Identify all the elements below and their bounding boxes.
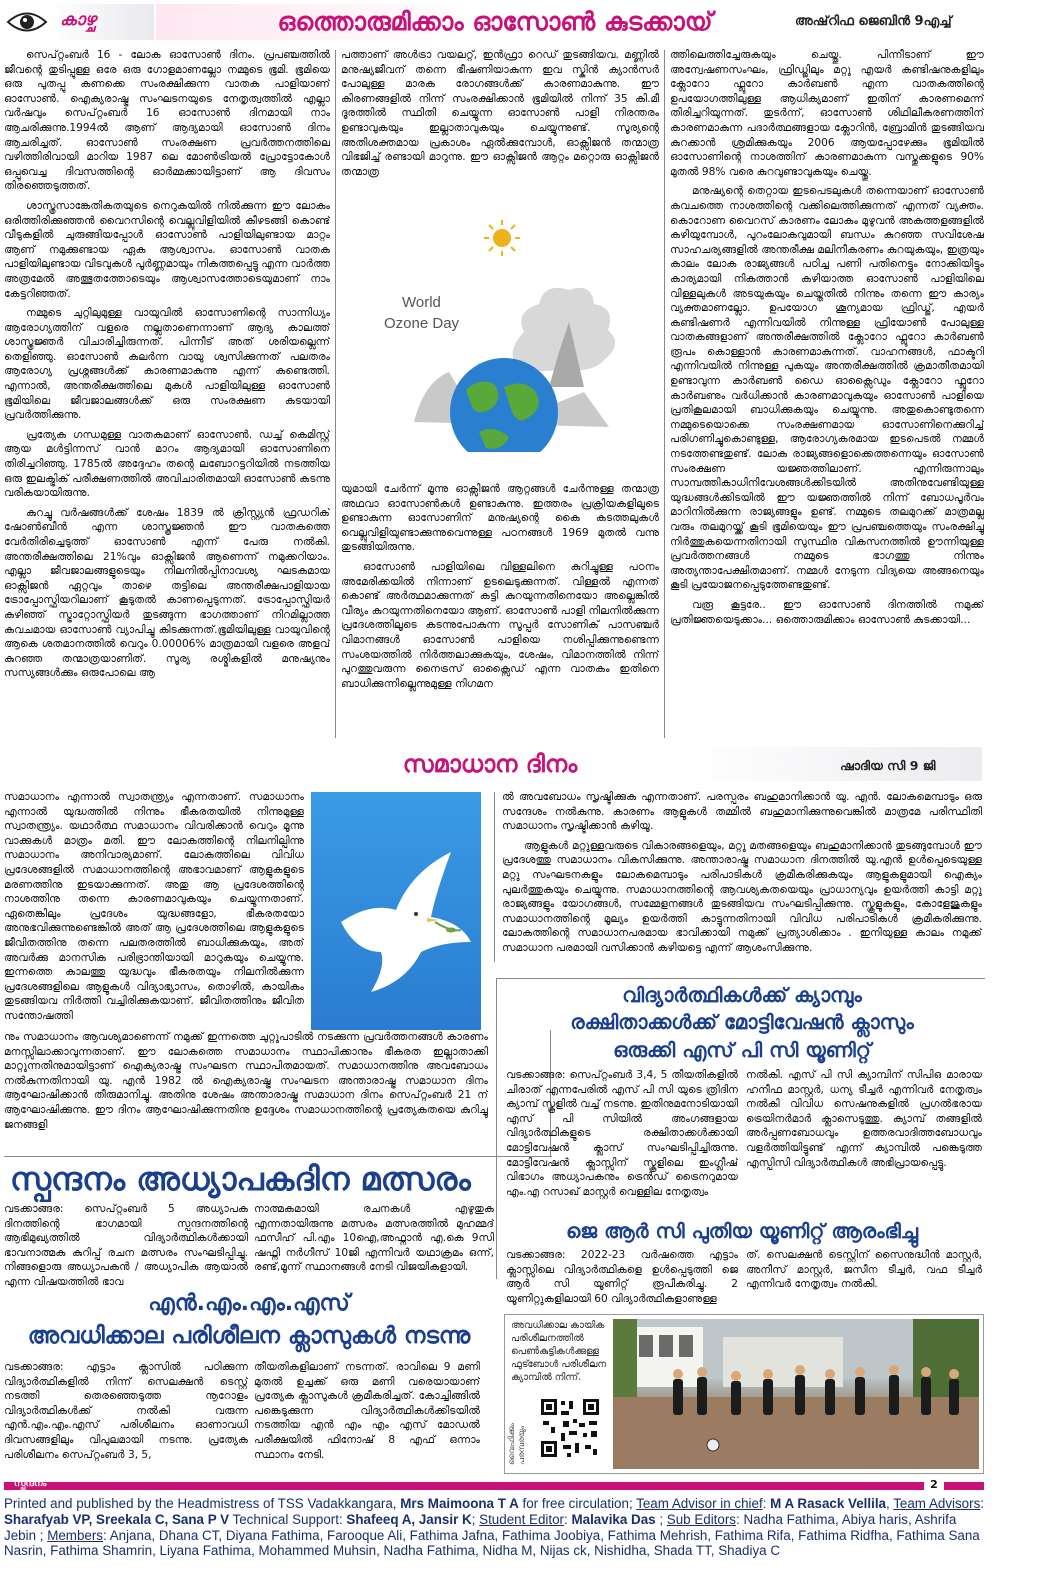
nmms-para: തീയതികളിലാണ് നടന്നത്. രാവിലെ 9 മണി മുതൽ ഉച്ചക്ക് ഒരു മണി വരെയായാണ് പ്രത്യേക ക്ലാസുകൾ ക്രമീകരിച്ചത്. കോച്ചിങ്ങിൽ പങ്കെടുക്കുന്ന വിദ്യാർത്ഥികൾക്കിടയിൽ നടത്തിയ എൻ എം എം എസ് മോഡൽ പരീക്ഷയിൽ ഫിനോഷ് 8 എഫ് ഒന്നാം സ്ഥാനം നേടി. xyxy=(254,1361,480,1461)
spandanam-para: വടക്കാങ്ങര: സെപ്റ്റംബർ 5 അധ്യാപക ദിനത്തിന്റെ ഭാഗമായി സ്പന്ദനത്തിന്റെ ആഭിമുഖ്യത്തിൽ വിദ്യാർത്ഥികൾക്കായി ഭാവനാത്മക കുറിപ്പ് രചന മത്സരം സംഘടിപ്പിച്ചു. നിങ്ങളൊരു അധ്യാപകൻ / അധ്യാപിക ആയാൽ എന്ന വിഷയത്തിൽ ഭാവ xyxy=(4,1203,248,1288)
spc-para: വടക്കാങ്ങര: സെപ്റ്റംബർ 3,4, 5 തീയതികളിൽ ചിരാത് എന്നപേരിൽ എസ് പി സി യുടെ ത്രിദിന ക്യാമ്പ് സ്കൂളിൽ വച്ച് നടന്നു. ഇതിനുമനോടിയായി എസ് പി സിയിൽ അംഗങ്ങളായ വിദ്യാർത്ഥികളുടെ രക്ഷിതാക്കൾക്കായി മോട്ടിവേഷൻ ക്ലാസ് സംഘടിപ്പിച്ചിരുന്നു. മോട്ടിവേഷൻ ക്ലാസ്സിന് സ്കൂളിലെ ഇംഗ്ലീഷ് വിഭാഗം അധ്യാപകനും ട്രെൻഡ് ട്രൈനറുമായ എം.എ റസാഖ് മാസ്റ്റർ വെള്ളില നേതൃത്വം xyxy=(506,1069,738,1198)
page-title: ഒത്തൊരുമിക്കാം ഓസോൺ കുടക്കായ് xyxy=(277,7,713,36)
credit-segment: M A Rasack Vellila xyxy=(770,1496,887,1511)
spc-para: നൽകി. എസ് പി സി ക്യാമ്പിന് സിപിഒ മാരായ ഹനീഫ മാസ്റ്റർ, ധന്യ ടീച്ചർ എന്നിവർ നേതൃത്വം നൽകി വിവിധ സെഷനുകളിൽ പ്രഗൽഭരായ ട്രെയിനർമാർ ക്ലാസെടുത്തു. ക്യാമ്പ് തങ്ങളിൽ അർപ്പണബോധവും ഉത്തരവാദിത്തബോധവും വളർത്തിയിട്ടുണ്ട് എന്ന് ക്യാമ്പിൽ പങ്കെടുത്ത എസ്പിസി വിദ്യാർത്ഥികൾ അഭിപ്രായപ്പെട്ടു. xyxy=(746,1069,982,1169)
photo-caption: അവധിക്കാല കായിക പരിശീലനത്തിൽ പെൺകുട്ടികൾക്കുള്ള ഫുട്ബോൾ പരിശീലന ക്യാമ്പിൽ നിന്ന്. xyxy=(511,1320,607,1383)
credit-segment: Shafeeq A, Jansir K xyxy=(346,1511,472,1527)
column-divider xyxy=(664,50,665,738)
credit-segment: Members xyxy=(47,1527,103,1543)
peace-para: ആളുകൾ മറ്റുള്ളവരുടെ വികാരങ്ങളെയും, മറ്റു മതങ്ങളെയും ബഹുമാനിക്കാൻ തുടങ്ങുമ്പോൾ ഈ പ്രദേശത്തു സമാധാനം വികസിക്കുന്നു. അന്താരാഷ്ട്ര സമാധാന ദിനത്തിൽ യു.എൻ ഉൾപ്പെടെയുള്ള മറ്റു സംഘടനകളും ലോകമെമ്പാടും പരിപാടികൾ ക്രമീകരിക്കുകയും ആളുകളുമായി ഐക്യം പുലർത്തുകയും ചെയ്യുന്നു. സമാധാനത്തിന്റെ ആവശ്യകതയെയും പ്രാധാന്യവും ഉയർത്തി കാട്ടി മറ്റു രാജ്യങ്ങളും യോഗങ്ങൾ, സമ്മേളനങ്ങൾ തുടങ്ങിയവ സംഘടിപ്പിക്കുന്നു. സ്കൂളുകളും, കോളേജുകളും സമാധാനത്തിന്റെ മൂല്യം ഉയർത്തി കാട്ടുന്നതിനായി വിവിധ പരിപാടികൾ ക്രമീകരിക്കുന്നു. ലോകത്തിന്റെ സമാധാനപരമായ ഭാവിക്കായി നമുക്ക് പ്രത്യാശിക്കാം . ഇനിയുള്ള കാലം നമുക്ക് സമാധാന പരമായി വസിക്കാൻ കഴിയട്ടെ എന്ന് ആശംസിക്കുന്നു. xyxy=(502,839,982,954)
ozone-para: ത്തിലെത്തിച്ചേരുകയും ചെയ്തു. പിന്നീടാണ് ഈ അന്വേഷണസംഘം, ഫ്രിഡ്ജിലും മറ്റു എയർ കണ്ടിഷനുകളിലും ക്ലോറോ ഫ്ലൂറോ കാർബൺ എന്ന വാതകത്തിന്റെ ഉപയോഗത്തിലുള്ള ആധിക്യമാണ് ഇതിന് കാരണമെന്ന് തിരിച്ചറിയുന്നത്. തുടർന്ന്, ഓസോൺ ശിഥിലീകരണത്തിന് കാരണമാകുന്ന പദാർത്ഥങ്ങളായ ക്ലോറിൻ, ബ്രോമിൻ തുടങ്ങിയവ കുറക്കാൻ ശ്രമിക്കുകയും 2006 ആയപ്പോഴേക്കും ഭൂമിയിൽ ഓസോണിന്റെ നാശത്തിന് കാരണമാകുന്ന വസ്തുക്കളുടെ 90% മുതൽ 98% വരെ കുറവുണ്ടാവുകയും ചെയ്തു. xyxy=(670,49,984,178)
credit-segment: Sharafyab VP, Sreekala C, Sana P V xyxy=(4,1511,230,1527)
ozone-para: ഓസോൺ പാളിയിലെ വിള്ളലിനെ കുറിച്ചുള്ള പഠനം അമേരിക്കയിൽ നിന്നാണ് ഉടലെടുക്കുന്നത്. വിള്ളൽ എന്നത് കൊണ്ട് അർത്ഥമാക്കുന്നത് കട്ടി കുറയുന്നതിനെയോ അല്ലെങ്കിൽ വീര്യം കുറയുന്നതിനെയോ ആണ്. ഓസോൺ പാളി നിലനിൽക്കുന്ന പ്രദേശത്തിലൂടെ കടന്നുപോകുന്ന സൂപ്പർ സോണിക് പാസഞ്ചർ വിമാനങ്ങൾ ഓസോൺ പാളിയെ നശിപ്പിക്കുന്നുണ്ടെന്ന സംശയത്തിൽ നിർത്തലാക്കുകയും, ശേഷം, വിമാനത്തിൽ നിന്ന് പുറത്തുവരുന്ന നൈട്രസ് ഓക്സൈഡ് എന്ന വാതകം ഇതിനെ ബാധിക്കുന്നില്ലെന്നുമുള്ള നിഗമന xyxy=(341,560,659,690)
peace-para: ൽ അവബോധം സൃഷ്ടിക്കുക എന്നതാണ്. പരസ്പരം ബഹുമാനിക്കാൻ യു. എൻ. ലോകമെമ്പാടും ഒരു സന്ദേശം നൽകുന്നു. കാരണം ആളുകൾ തമ്മിൽ ബഹുമാനിക്കുന്നുവെങ്കിൽ മാത്രമേ പരിസ്ഥിതി സമാധാനം സൃഷ്ടിക്കാൻ കഴിയൂ. xyxy=(502,791,982,833)
ozone-para: യുമായി ചേർന്ന് മൂന്നു ഓക്സിജൻ ആറ്റങ്ങൾ ചേർന്നുള്ള തന്മാത്ര അഥവാ ഓസോൺകൾ ഉണ്ടാകുന്നു. ഇത്തരം പ്രക്രിയകളിലൂടെ ഉണ്ടാകുന്ന ഓസോണിന് മനുഷ്യന്റെ കൈ കടത്തലുകൾ വെല്ലുവിളിയുണ്ടാക്കുന്നുവെന്നുള്ള പഠനങ്ങൾ 1969 മുതൽ വന്നു തുടങ്ങിയിരുന്നു. xyxy=(341,483,659,554)
credit-segment: Malavika Das xyxy=(571,1511,656,1527)
football-camp-photo xyxy=(613,1319,979,1469)
credit-segment: ; xyxy=(471,1511,480,1527)
ozone-para: പത്താണ് അൾട്രാ വയലറ്റ്, ഇൻഫ്രാ റെഡ് തുടങ്ങിയവ. മണ്ണിൽ മനുഷ്യജീവന് തന്നെ ഭീഷണിയാകുന്ന ഇവ സ്കിൻ ക്യാൻസർ പോലുള്ള മാരക രോഗങ്ങൾക്ക് കാരണമാകുന്നു. ഈ കിരണങ്ങളിൽ നിന്ന് സംരക്ഷിക്കാൻ ഭൂമിയിൽ നിന്ന് 35 കി.മീ ദൂരത്തിൽ സ്ഥിതി ചെയ്യുന്ന ഓസോൺ പാളി നിരന്തരം ഉണ്ടാവുകയും ഇല്ലാതാവുകയും ചെയ്യുന്നുണ്ട്. സൂര്യന്റെ അതിശക്തമായ പ്രകാശം ഏൽക്കുമ്പോൾ, ഓക്സിജൻ തന്മാത്ര വിഭജിച്ച് രണ്ടായി മാറുന്നു. ഈ ഓക്സിജൻ ആറ്റം മറ്റൊരു ഓക്സിജൻ തന്മാത്ര xyxy=(341,49,659,178)
spc-title-line-1: വിദ്യാർത്ഥികൾക്ക് ക്യാമ്പും xyxy=(622,983,862,1007)
peace-para: നും സമാധാനം ആവശ്യമാണെന്ന് നമുക്ക് ഇന്നത്തെ ചുറ്റുപാടിൽ നടക്കുന്ന പ്രവർത്തനങ്ങൾ കാരണം മനസ്സിലാക്കാവുന്നതാണ്. ഈ ലോകത്തെ സമാധാനം സ്ഥാപിക്കാനും ഭീകരത ഇല്ലാതാക്കി മാറ്റുന്നതിനുമായിട്ടാണ് ഐക്യരാഷ്ട്ര സംഘടന സ്ഥാപിതമായത്. സമാധാനത്തിനു അവബോധം നൽകുന്നതിനായി യു. എൻ 1982 ൽ ഐക്യരാഷ്ട്ര സംഘടന അന്താരാഷ്ട്ര സമാധാന ദിനം ആഘോഷിക്കാൻ തീരുമാനിച്ചു. അതിനു ശേഷം അന്താരാഷ്ട്ര സമാധാന ദിനം സെപ്റ്റംബർ 21 ന് ആഘോഷിക്കുന്നു. ഈ ദിനം ആഘോഷിക്കുന്നതിനു ഉദ്ദേശം സമാധാനത്തിന്റെ പ്രത്യേകതയെ കുറിച്ചു ജനങ്ങളി xyxy=(4,1031,488,1131)
jrc-para: വടക്കാങ്ങര: 2022-23 വർഷത്തെ എട്ടാം ക്ലാസ്സിലെ വിദ്യാർത്ഥികളെ ഉൾപ്പെടുത്തി ജെ ആർ സി യൂണിറ്റ് രൂപീകരിച്ചു. 2 യൂണിറ്റുകളിലായി 60 വിദ്യാർത്ഥികളാണുള്ള xyxy=(506,1249,738,1305)
footer-pink-band xyxy=(4,1482,984,1490)
ozone-col-2-bottom xyxy=(341,482,659,740)
page-number: 2 xyxy=(924,1478,944,1491)
ozone-para: പ്രത്യേക ഗന്ധമുള്ള വാതകമാണ് ഓസോൺ. ഡച്ച് കെമിസ്റ്റ് ആയ മൾട്ടിന്നസ് വാൻ മാറം ആദ്യമായി ഓസോണിനെ തിരിച്ചറിഞ്ഞു. 1785ൽ അദ്ദേഹം തന്റെ ലബോറട്ടറിയിൽ നടത്തിയ ഒരു ഇലക്ട്രിക് പരീക്ഷണത്തിൽ അവിചാരിതമായി ഓസോൺ കടന്നു വരികയായിരുന്നു. xyxy=(4,428,330,500)
ozone-para: നമ്മുടെ ചുറ്റിലുമുള്ള വായുവിൽ ഓസോണിന്റെ സാന്നിധ്യം ആരോഗ്യത്തിന് വളരെ നല്ലതാണെന്നാണ് ആദ്യ കാലത്ത് ശാസ്ത്രജ്ഞർ വിചാരിച്ചിരുന്നത്. പിന്നീട് അത് ശരിയല്ലെന്ന് തെളിഞ്ഞു. ഓസോൺ കലർന്ന വായു ശ്വസിക്കുന്നത് പലതരം ആരോഗ്യ പ്രശ്നങ്ങൾക്ക് കാരണമാകുന്നു എന്ന് കണ്ടെത്തി. എന്നാൽ, അന്തരീക്ഷത്തിലെ മുകൾ പാളിയിലുള്ള ഓസോൺ ഭൂമിയിലെ ജീവജാലങ്ങൾക്ക് ഒരു സംരക്ഷണ കുടയായി പ്രവർത്തിക്കുന്നു. xyxy=(4,307,330,422)
byline: അഷ്‌റിഫ ജെബിൻ 9എച്ച് xyxy=(795,14,952,29)
ozone-day-image xyxy=(354,212,644,452)
masthead xyxy=(0,0,1050,44)
ozone-col-1 xyxy=(4,48,330,740)
credit-segment: ; xyxy=(655,1511,667,1527)
credit-segment: : xyxy=(762,1496,771,1511)
peace-para: സമാധാനം എന്നാൽ സ്വാതന്ത്ര്യം എന്നതാണ്. സമാധാനം എന്നാൽ യുദ്ധത്തിൽ നിന്നും ഭീകരതയിൽ നിന്നുമുള്ള സ്വാതന്ത്ര്യം. യഥാർത്ഥ സമാധാനം വിവരിക്കാൻ വെറും മൂന്നു വാക്കുകൾ മാത്രം മതി. ഈ ലോകത്തിന്റെ നിലനില്പിന്നു സമാധാനം അനിവാര്യമാണ്. ലോകത്തിലെ വിവിധ പ്രദേശങ്ങളിൽ സമാധാനത്തിന്റെ അഭാവമാണ് ആളുകളുടെ മരണത്തിനു ഇടയാക്കുന്നത്. അതു ആ പ്രദേശത്തിന്റെ നാശത്തിനു തന്നെ കാരണമാവുകയും ചെയ്യുന്നതാണ്. ഏതെങ്കിലും പ്രദേശം യുദ്ധങ്ങളോ, ഭീകരതയോ അനുഭവിക്കുന്നുണ്ടെങ്കിൽ അത് ആ പ്രദേശത്തിലെ ആളുകളുടെ ജീവിതത്തിനു തന്നെ പലതരത്തിൽ ബാധിക്കുകയും, അത് അവർക്കു മാനസിക പരിഭ്രാന്തിയായി മാറുകയും ചെയ്യുന്നു. ഇന്നത്തെ കാലത്തു യുദ്ധവും ഭീകരതയും നിലനിൽക്കുന്ന പ്രദേശങ്ങളിലെ ആളുകൾ വിദ്യാഭ്യാസം, തൊഴിൽ, കായികം തുടങ്ങിയവ നിർത്തി വച്ചിരിക്കുകയാണ്. ജീവിതത്തിനും ജീവിത സന്തോഷത്തി xyxy=(4,791,304,1022)
spandanam-title: സ്പന്ദനം അധ്യാപകദിന മത്സരം xyxy=(10,1160,471,1198)
peace-col-2 xyxy=(502,790,982,970)
spc-title-line-3: ഒരുക്കി എസ് പി സി യൂണിറ്റ് xyxy=(613,1038,871,1062)
peace-byline: ഷാദിയ സി 9 ജി xyxy=(840,758,936,773)
spc-col-1 xyxy=(506,1068,738,1218)
qr-code xyxy=(539,1397,601,1459)
logo-text: കാഴ്ച xyxy=(60,10,96,30)
football-icon xyxy=(707,1439,719,1451)
nmms-title-line-1: എൻ.എം.എം.എസ് xyxy=(148,1291,350,1316)
ozone-image-title: World xyxy=(402,294,441,311)
credit-segment: for free circulation; xyxy=(518,1496,637,1511)
ozone-globe-illustration xyxy=(354,212,644,452)
credit-segment: : Anjana, Dhana CT, Diyana Fathima, Farooque Ali, Fathima Jafna, Fathima Joobiya, Fathima Mehrish, Fathima Rifa, Fathima Ridfha, Fathima Sana Nasrin, Fathima Shamrin, Liyana Fathima, Mohammed Muhsin, Nadha Fathima, Nidha M, Nijas ck, Nishidha, Shada TT, Shadiya C xyxy=(4,1527,980,1559)
sun-icon xyxy=(493,229,511,247)
ozone-para: ശാസ്ത്രസാങ്കേതികതയുടെ നെറുകയിൽ നിൽക്കുന്ന ഈ ലോകം ഒരിത്തിരിക്കുഞ്ഞൻ വൈറസിന്റെ വെല്ലുവിളിയിൽ കീഴടങ്ങി കൊണ്ട് വീടുകളിൽ ചുരുങ്ങിയപ്പോൾ ഓസോൺ പാളിയിലുണ്ടായ മാറ്റം ആണ് നമുക്കുണ്ടായ ഏക ആശ്വാസം. ഓസോൺ വാതക പാളിയിലുണ്ടായ വിടവുകൾ പൂർണ്ണമായും നികത്തപ്പെട്ടു എന്ന വാർത്ത അത്രമേൽ അത്ഭുതത്തോടെയും ആശ്വാസത്തോടെയുമാണ് നാം കേട്ടറിഞ്ഞത്. xyxy=(4,199,330,300)
ozone-para: വരൂ കൂട്ടരേ.. ഈ ഓസോൺ ദിനത്തിൽ നമുക്ക് പ്രതിജ്ഞയെടുക്കാം... ഒത്തൊരുമിക്കാം ഓസോൺ കുടക്കായി... xyxy=(670,598,984,626)
credit-segment: , xyxy=(886,1496,894,1511)
dove-icon xyxy=(311,792,481,1030)
credit-segment: : xyxy=(564,1511,572,1527)
jrc-para: ത്. സെലക്ഷൻ ടെസ്റ്റിന് സൈനുദ്ധീൻ മാസ്റ്റർ, അനീസ് മാസ്റ്റർ, ജസീന ടീച്ചർ, വഫ ടീച്ചർ എന്നിവർ നേതൃത്വം നൽകി. xyxy=(746,1249,982,1291)
spandanam-col-2 xyxy=(254,1202,494,1292)
credit-segment: Technical Support: xyxy=(229,1511,347,1527)
photo-box xyxy=(504,1314,984,1474)
footer-brand: സ്പന്ദനം xyxy=(14,1479,47,1489)
credit-segment: Team Advisors xyxy=(893,1496,981,1511)
ozone-para: മനുഷ്യന്റെ തെറ്റായ ഇടപെടലുകൾ തന്നെയാണ് ഓസോൺ കവചത്തെ നാശത്തിന്റെ വക്കിലെത്തിക്കുന്നത് എന്നത് വ്യക്തം. കൊറോണ വൈറസ് കാരണം ലോകം മുഴുവൻ അകത്തളങ്ങളിൽ കഴിയുമ്പോൾ, പുറംലോകവുമായി ബന്ധം കുറഞ്ഞ സവിശേഷ സാഹചര്യങ്ങളിൽ അന്തരീക്ഷ മലിനീകരണം കുറയുകയും, ഇത്രയും കാലം ലോക രാജ്യങ്ങൾ പഠിച്ച പണി പതിനെട്ടും നോക്കിയിട്ടും കാര്യമായി നികത്താൻ കഴിയാത്ത ഓസോൺ പാളിയിലെ വിള്ളലുകൾ അടയുകയും ചെയ്തതിൽ നിന്നും തന്നെ ഈ കാര്യം വ്യക്തമാണല്ലോ. ഉപയോഗ ശൂന്യമായ ഫ്രിഡ്ജ്, എയർ കണ്ടിഷണർ എന്നിവയിൽ നിന്നുള്ള ഫ്രിയോൺ പോലുള്ള വാതകങ്ങളാണ് അന്തരീക്ഷത്തിൽ ക്ലോറോ ഫ്ലൂറോ കാർബൺ രൂപം കൊള്ളാൻ കാരണമാകുന്നത്. വാഹനങ്ങൾ, ഫാക്ടറി എന്നിവയിൽ നിന്നുള്ള പുകയും അന്തരീക്ഷത്തിൽ ക്രമാതീതമായി ഉണ്ടാവുന്ന കാർബൺ ഡൈ ഓക്സൈഡും ക്ലോറോ ഫ്ലൂറോ കാർബണും വർധിക്കാൻ കാരണമാവുകയും ഓസോൺ പാളിയെ പ്രതികൂലമായി ബാധിക്കുകയും ചെയ്യുന്നു. അതുകൊണ്ടുതന്നെ നമ്മുടെയൊക്കെ സംരക്ഷണമായ ഓസോണിനെക്കുറിച്ച് പരിഗണിച്ചുകൊണ്ടുള്ള, ആരോഗ്യകരമായ ഇടപെടൽ നമ്മൾ നടത്തേണ്ടതുണ്ട്. ലോക രാജ്യങ്ങളൊക്കെത്തന്നെയും ഓസോൺ സംരക്ഷണ യജ്ഞത്തിലാണ്. എന്നിരുന്നാലും സാമ്പത്തികാധിനിവേശങ്ങൾക്കിടയിൽ അതിനുവേണ്ടിയുള്ള യുദ്ധങ്ങൾക്കിടയിൽ ഈ യജ്ഞത്തിൽ നിന്ന് ബോധപൂർവം മാറിനിൽക്കുന്ന രാജ്യങ്ങളും ഉണ്ട്. നമ്മുടെ തലമുറക്ക് മാത്രമല്ല വരും തലമുറയ്ക്ക് കൂടി ഭൂമിയെയും ഈ പ്രപഞ്ചത്തെയും സംരക്ഷിച്ചു നിർത്തുകയെന്നതിനായി സുസ്ഥിര വികസനത്തിൽ ഊന്നിയുള്ള പ്രവർത്തനങ്ങൾ നമ്മുടെ ഭാഗത്തു നിന്നും അത്യന്താപേക്ഷിതമാണ്. നമ്മൾ നേടുന്ന വിദ്യയെ അങ്ങനെയും കൂടി പ്രയോജനപ്പെടുത്തേണ്ടതുണ്ട്. xyxy=(670,185,984,592)
credit-segment: Mrs Maimoona T A xyxy=(400,1496,519,1511)
spc-title-line-2: രക്ഷിതാക്കൾക്ക് മോട്ടിവേഷൻ ക്ലാസും xyxy=(570,1010,914,1034)
photo-vertical-text: വൈഫിക്കും പരമ്പരയും xyxy=(507,1423,526,1465)
column-divider xyxy=(335,50,336,738)
ozone-col-3 xyxy=(670,48,984,740)
spandanam-col-1 xyxy=(4,1202,248,1292)
nmms-col-2 xyxy=(254,1360,480,1472)
jrc-col-2 xyxy=(746,1248,982,1308)
nmms-col-1 xyxy=(4,1360,248,1472)
credit-segment: : Nadha Fathima, Abiya haris, Ashrifa Jebin ; xyxy=(4,1511,957,1543)
credit-segment: : xyxy=(980,1496,985,1511)
ozone-image-subtitle: Ozone Day xyxy=(384,315,460,332)
credit-segment: Sub Editors xyxy=(666,1511,737,1527)
peace-col-1 xyxy=(4,790,304,1030)
dove-image xyxy=(311,792,481,1030)
credit-segment: Student Editor xyxy=(479,1511,565,1527)
nmms-para: വടക്കാങ്ങര: എട്ടാം ക്ലാസിൽ പഠിക്കുന്ന വിദ്യാർത്ഥികളിൽ നിന്ന് സെലക്ഷൻ ടെസ്റ്റ് നടത്തി തെരഞ്ഞെടുത്ത നൂറോളം വിദ്യാർത്ഥികൾക്ക് നൽകി വരുന്ന എൻ.എം.എം.എസ് പരിശീലനം ഓണാവധി ദിവസങ്ങളിലും വിപുലമായി നടന്നു. പ്രത്യേക പരിശീലനം സെപ്റ്റംബർ 3, 5, xyxy=(4,1361,248,1461)
column-divider xyxy=(494,792,495,962)
jrc-col-1 xyxy=(506,1248,738,1308)
logo xyxy=(4,4,154,40)
ozone-para: കുറച്ചു വർഷങ്ങൾക്ക് ശേഷം 1839 ൽ ക്രിസ്റ്റ്യൻ ഫ്രഡറിക് ഷോൺബീൻ എന്ന ശാസ്ത്രജ്ഞൻ ഈ വാതകത്തെ വേർതിരിച്ചെടുത്ത് ഓസോൺ എന്ന് പേരു നൽകി. അന്തരീക്ഷത്തിലെ 21%വും ഓക്സിജൻ ആണെന്ന് നമുക്കറിയാം. എല്ലാ ജീവജാലങ്ങളുടെയും നിലനിൽപ്പിനാവശ്യ ഘടകമായ ഓക്സിജൻ ഏറ്റവും താഴെ തട്ടിലെ അന്തരീക്ഷപാളിയായ ട്രോപ്പോസ്ഫിയറിലാണ് കൂടുതൽ കാണപ്പെടുന്നത്. ട്രോപ്പോസ്ഫിയർ കഴിഞ്ഞ് സ്ട്രാറ്റോസ്ഫിയർ തുടങ്ങുന്ന ഭാഗത്താണ് നിറമില്ലാത്ത കവചമായ ഓസോൺ വ്യാപിച്ചു കിടക്കുന്നത്.ഭൂമിയിലുള്ള വായുവിന്റെ ആകെ ശതമാനത്തിൽ വെറും 0.00006% മാത്രമായി വളരെ അളവ് കുറഞ്ഞ തന്മാത്രയാണിത്. സൂര്യ രശ്മികളിൽ മനുഷ്യനും സസ്യങ്ങൾക്കും ഒരുപോലെ ആ xyxy=(4,506,330,680)
peace-header xyxy=(0,745,1050,785)
nmms-title-line-2: അവധിക്കാല പരിശീലന ക്ലാസുകൾ നടന്നു xyxy=(27,1323,471,1349)
ozone-para: സെപ്റ്റംബർ 16 - ലോക ഓസോൺ ദിനം. പ്രപഞ്ചത്തിൽ ജീവന്റെ തുടിപ്പുള്ള ഒരേ ഒരു ഗോളമാണല്ലോ നമ്മുടെ ഭൂമി. ഭൂമിയെ ഒരു പുതപ്പു കണക്കെ സംരക്ഷിക്കുന്ന വാതക പാളിയാണ് ഓസോൺ. ഐക്യരാഷ്ട്ര സംഘടനയുടെ നേതൃത്വത്തിൽ എല്ലാ വർഷവും സെപ്റ്റംബർ 16 ഓസോൺ ദിനമായി നാം ആചരിക്കുന്നു.1994ൽ ആണ് ആദ്യമായി ഓസോൺ ദിനം ആചരിച്ചത്. ഓസോൺ സംരക്ഷണ പ്രവർത്തനത്തിലെ വഴിത്തിരിവായി മാറിയ 1987 ലെ മോൺട്രിയൽ പ്രോട്ടോകോൾ ഒപ്പുവെച്ച ദിവസത്തിന്റെ ഓർമ്മക്കായിട്ടാണ് ആ ദിവസം തിരഞ്ഞെടുത്തത്. xyxy=(4,49,330,193)
ozone-col-2-top xyxy=(341,48,659,188)
eye-icon xyxy=(6,7,48,37)
credit-segment: Printed and published by the Headmistress of TSS Vadakkangara, xyxy=(4,1496,401,1511)
footer-credits xyxy=(4,1496,988,1559)
jrc-title: ജെ ആർ സി പുതിയ യൂണിറ്റ് ആരംഭിച്ചു xyxy=(566,1219,918,1243)
credit-segment: Team Advisor in chief xyxy=(636,1496,763,1511)
separator xyxy=(4,1156,552,1157)
spandanam-para: നാത്മകമായി രചനകൾ എഴുതുക എന്നതായിരുന്നു മത്സരം മത്സരത്തിൽ മുഹമ്മദ് ഫസീഹ് പി.എം 10ഐ,അഫ്നാൻ എ.കെ 9സി ഷഫ്നി നർഗീസ് 10ജി എന്നിവർ യഥാക്രമം ഒന്ന്, രണ്ട്,മൂന്ന് സ്ഥാനങ്ങൾ നേടി വിജയികളായി. xyxy=(254,1203,494,1274)
peace-col-1-wide xyxy=(4,1030,488,1154)
peace-title: സമാധാന ദിനം xyxy=(402,750,578,778)
spc-col-2 xyxy=(746,1068,982,1218)
footer-bar xyxy=(0,1478,1050,1492)
photo-illustration xyxy=(613,1319,979,1469)
